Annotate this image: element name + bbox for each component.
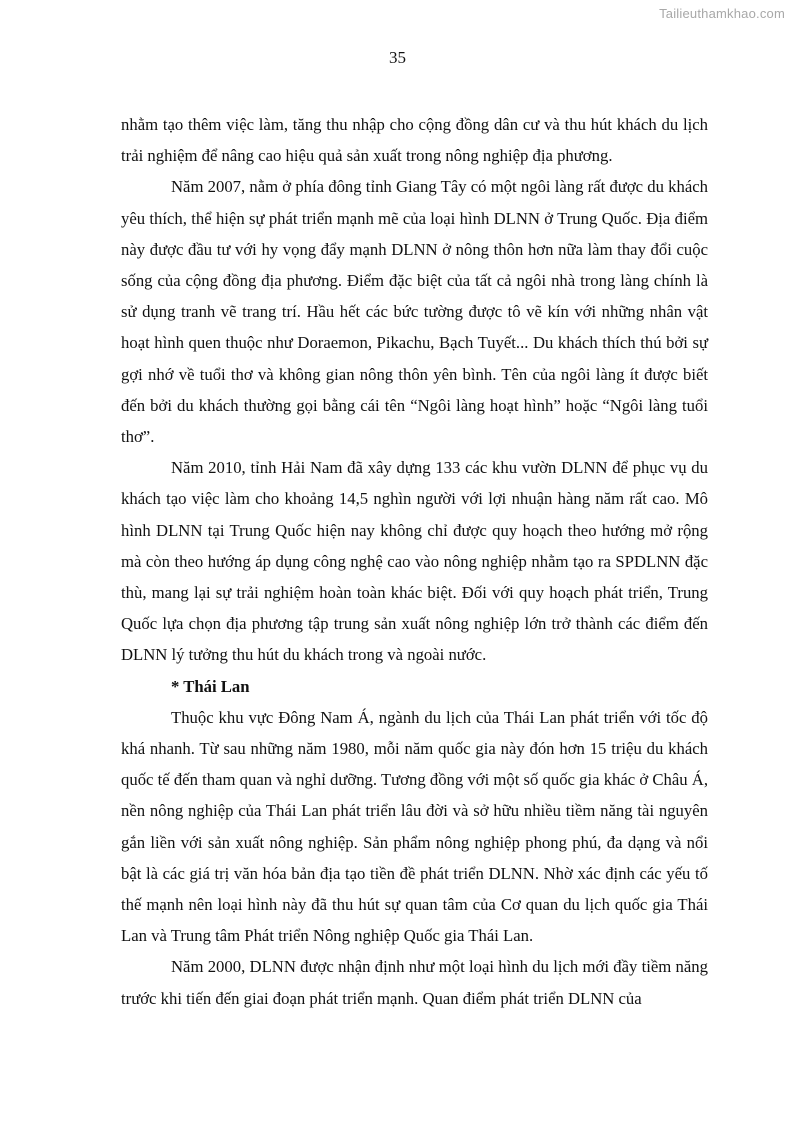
watermark-text: Tailieuthamkhao.com [659, 6, 785, 21]
paragraph-thailand-2000: Năm 2000, DLNN được nhận định như một loại hình du lịch mới đầy tiềm năng trước khi tiến đến giai đoạn phát triển mạnh. Quan điểm phát triển DLNN của [121, 957, 708, 1008]
document-body [121, 109, 708, 1014]
paragraph-hainan: Năm 2010, tỉnh Hải Nam đã xây dựng 133 các khu vườn DLNN để phục vụ du khách tạo việc làm cho khoảng 14,5 nghìn người với lợi nhuận hàng năm rất cao. Mô hình DLNN tại Trung Quốc hiện nay không chỉ được quy hoạch theo hướng mở rộng mà còn theo hướng áp dụng công nghệ cao vào nông nghiệp nhằm tạo ra SPDLNN đặc thù, mang lại sự trải nghiệm hoàn toàn khác biệt. Đối với quy hoạch phát triển, Trung Quốc lựa chọn địa phương tập trung sản xuất nông nghiệp lớn trở thành các điểm đến DLNN lý tưởng thu hút du khách trong và ngoài nước. [121, 458, 708, 665]
paragraph-thailand-overview: Thuộc khu vực Đông Nam Á, ngành du lịch của Thái Lan phát triển với tốc độ khá nhanh. Từ sau những năm 1980, mỗi năm quốc gia này đón hơn 15 triệu du khách quốc tế đến tham quan và nghỉ dưỡng. Tương đồng với một số quốc gia khác ở Châu Á, nền nông nghiệp của Thái Lan phát triển lâu đời và sở hữu nhiều tiềm năng tài nguyên gắn liền với sản xuất nông nghiệp. Sản phẩm nông nghiệp phong phú, đa dạng và nổi bật là các giá trị văn hóa bản địa tạo tiền đề phát triển DLNN. Nhờ xác định các yếu tố thế mạnh nên loại hình này đã thu hút sự quan tâm của Cơ quan du lịch quốc gia Thái Lan và Trung tâm Phát triển Nông nghiệp Quốc gia Thái Lan. [121, 707, 708, 946]
paragraph-jiangxi-village: Năm 2007, nằm ở phía đông tỉnh Giang Tây có một ngôi làng rất được du khách yêu thích, thể hiện sự phát triển mạnh mẽ của loại hình DLNN ở Trung Quốc. Địa điểm này được đầu tư với hy vọng đẩy mạnh DLNN ở nông thôn hơn nữa làm thay đổi cuộc sống của cộng đồng địa phương. Điểm đặc biệt của tất cả ngôi nhà trong làng chính là sử dụng tranh vẽ trang trí. Hầu hết các bức tường được tô vẽ kín với những nhân vật hoạt hình quen thuộc như Doraemon, Pikachu, Bạch Tuyết... Du khách thích thú bởi sự gợi nhớ về tuổi thơ và không gian nông thôn yên bình. Tên của ngôi làng ít được biết đến bởi du khách thường gọi bằng cái tên “Ngôi làng hoạt hình” hoặc “Ngôi làng tuổi thơ”. [121, 177, 708, 447]
section-heading-thailand: * Thái Lan [171, 676, 250, 696]
page-number: 35 [389, 48, 406, 67]
paragraph-continuation: nhằm tạo thêm việc làm, tăng thu nhập cho cộng đồng dân cư và thu hút khách du lịch trải nghiệm để nâng cao hiệu quả sản xuất trong nông nghiệp địa phương. [121, 115, 708, 166]
